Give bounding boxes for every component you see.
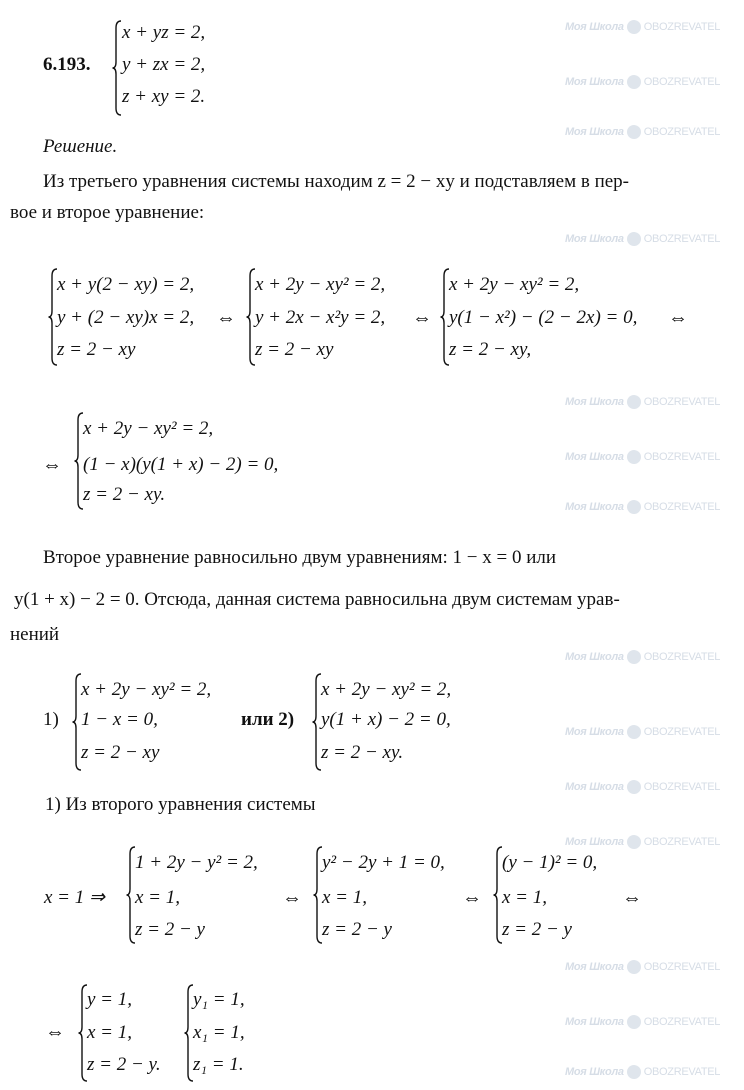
watermark-brand: OBOZREVATEL: [643, 451, 721, 463]
equivalence-icon: ⇔: [42, 454, 62, 476]
equation: x₁ = 1,: [193, 1022, 245, 1043]
equation: z = 2 − y: [322, 919, 392, 940]
watermark-brand: OBOZREVATEL: [643, 781, 721, 793]
paragraph-line: Второе уравнение равносильно двум уравнениям: 1 − x = 0 или: [43, 547, 557, 568]
watermark-logo-icon: [627, 395, 641, 409]
equation: y² − 2y + 1 = 0,: [322, 852, 445, 873]
equivalence-icon: ⇔: [216, 307, 236, 329]
equation: y(1 − x²) − (2 − 2x) = 0,: [449, 307, 638, 328]
paragraph-line: Из третьего уравнения системы находим z = 2 − xy и подставляем в пер-: [43, 171, 630, 192]
section-heading: 1) Из второго уравнения системы: [45, 794, 316, 815]
equation: x = 1,: [87, 1022, 133, 1043]
watermark: [565, 450, 720, 464]
watermark-logo-icon: [627, 232, 641, 246]
watermark: [565, 835, 720, 849]
equation: 1 + 2y − y² = 2,: [135, 852, 258, 873]
equation: z + xy = 2.: [122, 86, 206, 107]
equivalence-icon: ⇔: [412, 307, 432, 329]
watermark-brand: OBOZREVATEL: [643, 651, 721, 663]
equation: z = 2 − y: [135, 919, 205, 940]
watermark-brand: OBOZREVATEL: [643, 233, 721, 245]
equation: x + 2y − xy² = 2,: [81, 679, 212, 700]
equation: z₁ = 1.: [193, 1054, 244, 1075]
watermark-school: Моя Школа: [565, 1066, 624, 1078]
watermark-logo-icon: [627, 960, 641, 974]
watermark-logo-icon: [627, 725, 641, 739]
watermark: [565, 500, 720, 514]
watermark-brand: OBOZREVATEL: [643, 21, 721, 33]
brace-icon: [112, 20, 122, 116]
equation: x = 1,: [135, 887, 181, 908]
equation: y = 1,: [87, 989, 133, 1010]
equation: y + 2x − x²y = 2,: [255, 307, 386, 328]
watermark-brand: OBOZREVATEL: [643, 836, 721, 848]
watermark-brand: OBOZREVATEL: [643, 1016, 721, 1028]
watermark-school: Моя Школа: [565, 501, 624, 513]
watermark-school: Моя Школа: [565, 726, 624, 738]
watermark: [565, 395, 720, 409]
equivalence-icon: ⇔: [282, 887, 302, 909]
watermark-school: Моя Школа: [565, 396, 624, 408]
watermark-school: Моя Школа: [565, 781, 624, 793]
watermark-school: Моя Школа: [565, 76, 624, 88]
equation: y + (2 − xy)x = 2,: [57, 307, 195, 328]
equation: y(1 + x) − 2 = 0,: [321, 709, 451, 730]
watermark: [565, 1015, 720, 1029]
equivalence-icon: ⇔: [45, 1021, 65, 1043]
equation: x + y(2 − xy) = 2,: [57, 274, 195, 295]
equation: x = 1,: [502, 887, 548, 908]
equation: z = 2 − xy: [81, 742, 160, 763]
watermark-logo-icon: [627, 125, 641, 139]
paragraph-line: вое и второе уравнение:: [10, 202, 205, 223]
equation: x + 2y − xy² = 2,: [321, 679, 452, 700]
equation: z = 2 − xy: [255, 339, 334, 360]
equation: x + 2y − xy² = 2,: [449, 274, 580, 295]
watermark-school: Моя Школа: [565, 126, 624, 138]
case-label: 1): [43, 709, 59, 730]
case-label: или 2): [241, 709, 295, 730]
watermark-logo-icon: [627, 20, 641, 34]
watermark-brand: OBOZREVATEL: [643, 726, 721, 738]
watermark-logo-icon: [627, 500, 641, 514]
watermark-brand: OBOZREVATEL: [643, 126, 721, 138]
solution-heading: Решение.: [43, 136, 118, 157]
equation: (y − 1)² = 0,: [502, 852, 598, 873]
equation: x + 2y − xy² = 2,: [83, 418, 214, 439]
lead-expression: x = 1 ⇒: [44, 887, 105, 908]
watermark-logo-icon: [627, 835, 641, 849]
watermark: [565, 75, 720, 89]
watermark: [565, 125, 720, 139]
watermark-logo-icon: [627, 1015, 641, 1029]
equation: (1 − x)(y(1 + x) − 2) = 0,: [83, 454, 279, 475]
paragraph-line: y(1 + x) − 2 = 0. Отсюда, данная система равносильна двум системам урав-: [14, 589, 620, 610]
watermark-logo-icon: [627, 1065, 641, 1079]
equation: y + zx = 2,: [122, 54, 206, 75]
watermark-school: Моя Школа: [565, 1016, 624, 1028]
equation: z = 2 − y: [502, 919, 572, 940]
equivalence-icon: ⇔: [668, 307, 688, 329]
watermark-brand: OBOZREVATEL: [643, 396, 721, 408]
equation: z = 2 − xy,: [449, 339, 532, 360]
equation: z = 2 − y.: [87, 1054, 161, 1075]
watermark-school: Моя Школа: [565, 961, 624, 973]
watermark-brand: OBOZREVATEL: [643, 1066, 721, 1078]
equivalence-icon: ⇔: [462, 887, 482, 909]
watermark-school: Моя Школа: [565, 233, 624, 245]
paragraph-line: нений: [10, 624, 60, 645]
watermark-brand: OBOZREVATEL: [643, 76, 721, 88]
equation: x = 1,: [322, 887, 368, 908]
watermark-school: Моя Школа: [565, 651, 624, 663]
equation: y₁ = 1,: [193, 989, 245, 1010]
equation: z = 2 − xy.: [83, 484, 166, 505]
equivalence-icon: ⇔: [622, 887, 642, 909]
watermark-logo-icon: [627, 450, 641, 464]
equation: 1 − x = 0,: [81, 709, 158, 730]
watermark: [565, 1065, 720, 1079]
problem-number: 6.193.: [43, 54, 91, 75]
watermark-school: Моя Школа: [565, 451, 624, 463]
equation: x + 2y − xy² = 2,: [255, 274, 386, 295]
watermark-school: Моя Школа: [565, 836, 624, 848]
watermark-logo-icon: [627, 780, 641, 794]
watermark-logo-icon: [627, 75, 641, 89]
watermark-school: Моя Школа: [565, 21, 624, 33]
watermark: [565, 232, 720, 246]
watermark: [565, 960, 720, 974]
watermark: [565, 780, 720, 794]
equation: z = 2 − xy: [57, 339, 136, 360]
watermark: [565, 725, 720, 739]
watermark-brand: OBOZREVATEL: [643, 501, 721, 513]
watermark-brand: OBOZREVATEL: [643, 961, 721, 973]
equation: x + yz = 2,: [122, 22, 206, 43]
watermark: [565, 20, 720, 34]
equation: z = 2 − xy.: [321, 742, 404, 763]
watermark: [565, 650, 720, 664]
watermark-logo-icon: [627, 650, 641, 664]
